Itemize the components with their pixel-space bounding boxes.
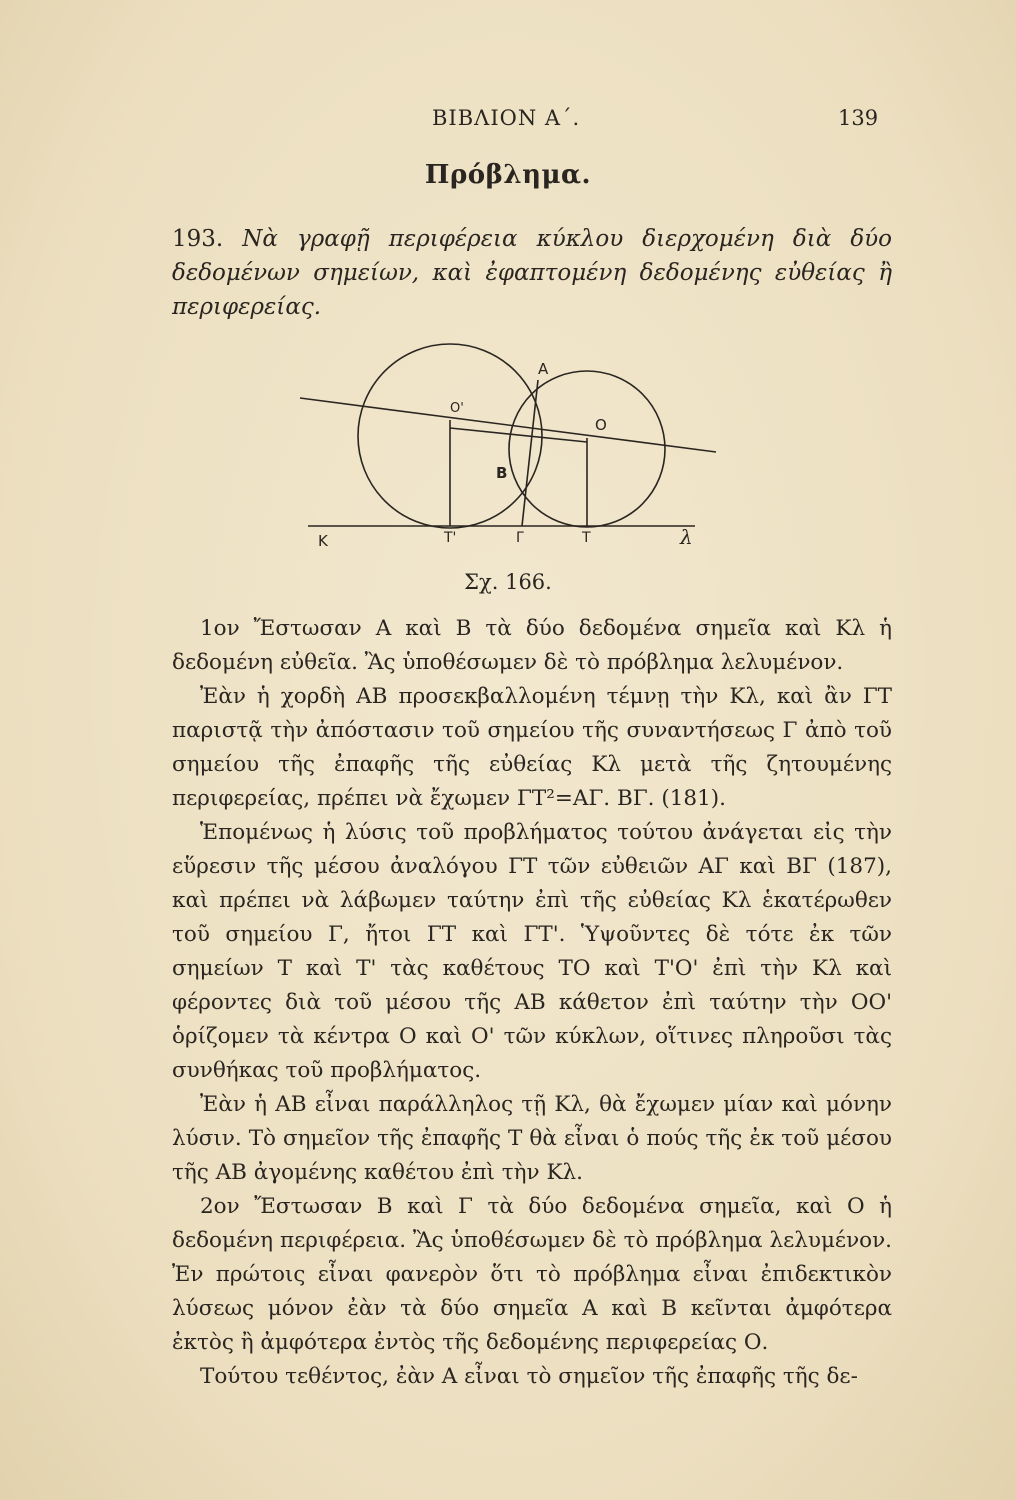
problem-statement [172,222,892,324]
label-lambda: λ [680,525,693,549]
label-t-prime: Τ' [444,530,457,546]
geometry-figure [300,330,730,560]
problem-number: 193. [172,226,224,252]
paragraph: Ἑπομένως ἡ λύσις τοῦ προβλήματος τούτου ἀνάγεται εἰς τὴν εὕρεσιν τῆς μέσου ἀναλόγου ΓΤ τῶν εὐθειῶν ΑΓ καὶ ΒΓ (187), καὶ πρέπει νὰ λάβωμεν ταύτην ἐπὶ τῆς εὐθείας Κλ ἑκατέρωθεν τοῦ σημείου Γ, ἤτοι ΓΤ καὶ ΓΤ'. Ὑψοῦντες δὲ τότε ἐκ τῶν σημείων Τ καὶ Τ' τὰς καθέτους ΤΟ καὶ Τ'Ο' ἐπὶ τὴν Κλ καὶ φέροντες διὰ τοῦ μέσου τῆς ΑΒ κάθετον ἐπὶ ταύτην τὴν ΟΟ' ὁρίζομεν τὰ κέντρα Ο καὶ Ο' τῶν κύκλων, οἵτινες πληροῦσι τὰς συνθήκας τοῦ προβλήματος. [172,820,892,1083]
label-k: Κ [318,532,328,550]
problem-text: Νὰ γραφῇ περιφέρεια κύκλου διερχομένη διὰ δύο δεδομένων σημείων, καὶ ἐφαπτομένη δεδομένης εὐθείας ἢ περιφερείας. [172,226,892,320]
label-o: Ο [595,416,607,434]
running-head [0,106,1016,136]
running-title: ΒΙΒΛΙΟΝ Α΄. [432,106,581,130]
paragraph: Ἐὰν ἡ χορδὴ ΑΒ προσεκβαλλομένη τέμνῃ τὴν Κλ, καὶ ἂν ΓΤ παριστᾷ τὴν ἀπόστασιν τοῦ σημείου τῆς συναντήσεως Γ ἀπὸ τοῦ σημείου τῆς ἐπαφῆς τῆς εὐθείας Κλ μετὰ τῆς ζητουμένης περιφερείας, πρέπει νὰ ἔχωμεν ΓΤ²=ΑΓ. ΒΓ. (181). [172,684,892,811]
paragraph: Ἐὰν ἡ ΑΒ εἶναι παράλληλος τῇ Κλ, θὰ ἔχωμεν μίαν καὶ μόνην λύσιν. Τὸ σημεῖον τῆς ἐπαφῆς Τ θὰ εἶναι ὁ πούς τῆς ἐκ τοῦ μέσου τῆς ΑΒ ἀγομένης καθέτου ἐπὶ τὴν Κλ. [172,1092,892,1185]
paragraph: 2ον Ἔστωσαν Β καὶ Γ τὰ δύο δεδομένα σημεῖα, καὶ Ο ἡ δεδομένη περιφέρεια. Ἂς ὑποθέσωμεν δὲ τὸ πρόβλημα λελυμένον. Ἐν πρώτοις εἶναι φανερὸν ὅτι τὸ πρόβλημα εἶναι ἐπιδεκτικὸν λύσεως μόνον ἐὰν τὰ δύο σημεῖα Α καὶ Β κεῖνται ἀμφότερα ἐκτὸς ἢ ἀμφότερα ἐντὸς τῆς δεδομένης περιφερείας Ο. [172,1194,892,1355]
figure-caption: Σχ. 166. [464,570,552,594]
page-number: 139 [838,106,879,130]
label-b: Β [496,464,508,482]
label-o-prime: Ο' [450,401,464,416]
label-g: Γ [516,530,524,546]
line-o-o-prime [450,428,587,442]
paragraph: Τούτου τεθέντος, ἐὰν Α εἶναι τὸ σημεῖον τῆς ἐπαφῆς τῆς δε- [200,1364,858,1389]
paragraph: 1ον Ἔστωσαν Α καὶ Β τὰ δύο δεδομένα σημεῖα καὶ Κλ ἡ δεδομένη εὐθεῖα. Ἂς ὑποθέσωμεν δὲ τὸ πρόβλημα λελυμένον. [172,616,892,675]
label-t: Τ [582,530,591,546]
body-text [172,612,892,1394]
label-a: Α [538,360,549,378]
section-title: Πρόβλημα. [424,160,592,190]
